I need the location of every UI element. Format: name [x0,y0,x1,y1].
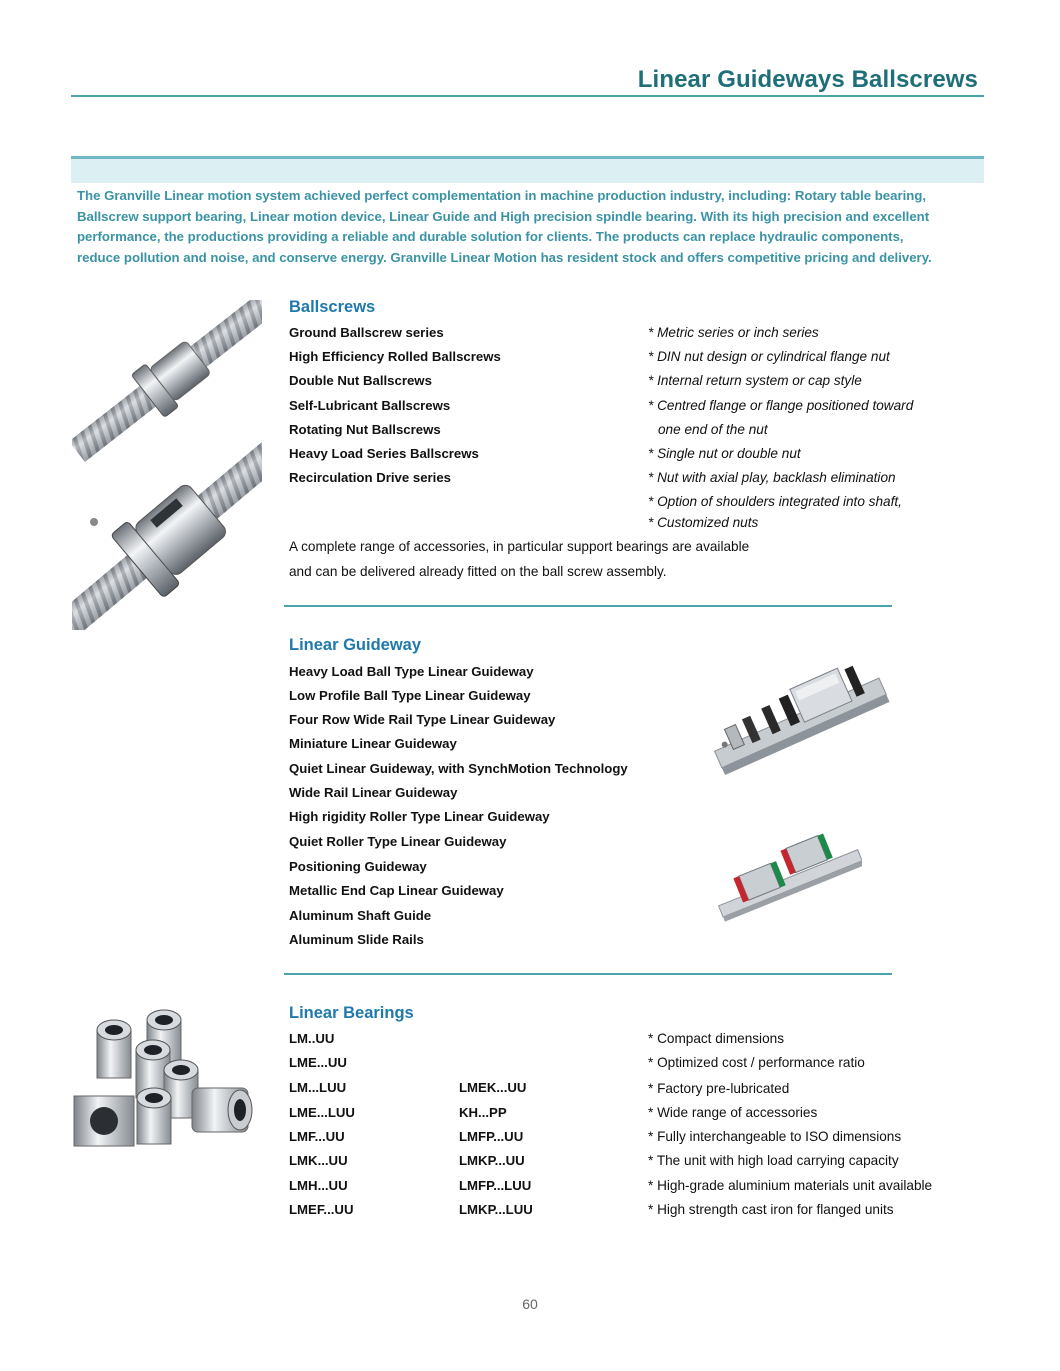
ballscrew-feature: * Centred flange or flange positioned toward [648,398,914,413]
bearing-feature: * Fully interchangeable to ISO dimensions [648,1129,902,1144]
bearing-code: KH...PP [459,1105,507,1120]
linear-bearings-title: Linear Bearings [289,1004,414,1022]
ballscrew-feature: one end of the nut [658,422,768,437]
bearing-feature: * The unit with high load carrying capacity [648,1153,899,1168]
ballscrew-item: Ground Ballscrew series [289,325,444,340]
guideway-item: Quiet Roller Type Linear Guideway [289,834,507,849]
bearing-code: LMKP...UU [459,1153,525,1168]
ballscrew-item: Heavy Load Series Ballscrews [289,446,479,461]
bearing-code: LM...LUU [289,1080,347,1095]
guideway-item: Wide Rail Linear Guideway [289,785,458,800]
ballscrew-image [72,300,262,630]
bearing-code: LME...LUU [289,1105,355,1120]
page-title: Linear Guideways Ballscrews [637,66,978,93]
guideway-item: Four Row Wide Rail Type Linear Guideway [289,712,556,727]
header-band [71,156,984,183]
bearing-code: LMK...UU [289,1153,348,1168]
section-divider [284,605,892,607]
bearing-feature: * Optimized cost / performance ratio [648,1055,865,1070]
ballscrew-feature: * Internal return system or cap style [648,373,862,388]
guideway-item: Positioning Guideway [289,859,427,874]
guideway-item: Quiet Linear Guideway, with SynchMotion Technology [289,761,628,776]
linear-guideway-exploded-image [708,652,893,787]
guideway-item: Metallic End Cap Linear Guideway [289,883,504,898]
bearing-code: LMH...UU [289,1178,348,1193]
ballscrew-item: Rotating Nut Ballscrews [289,422,441,437]
bearing-feature: * High-grade aluminium materials unit available [648,1178,933,1193]
guideway-item: Low Profile Ball Type Linear Guideway [289,688,531,703]
guideway-item: Heavy Load Ball Type Linear Guideway [289,664,534,679]
ballscrew-item: High Efficiency Rolled Ballscrews [289,349,501,364]
linear-guideway-block-image [712,820,862,930]
ballscrew-feature: * DIN nut design or cylindrical flange nut [648,349,890,364]
ballscrew-feature: * Customized nuts [648,515,759,530]
ballscrew-feature: * Single nut or double nut [648,446,801,461]
bearing-code: LMF...UU [289,1129,345,1144]
guideway-item: Miniature Linear Guideway [289,736,457,751]
bearing-code: LMKP...LUU [459,1202,533,1217]
bearing-code: LME...UU [289,1055,347,1070]
page-number: 60 [522,1296,538,1312]
linear-bearings-image [72,1008,262,1158]
guideway-item: Aluminum Slide Rails [289,932,424,947]
bearing-feature: * High strength cast iron for flanged units [648,1202,894,1217]
guideway-item: High rigidity Roller Type Linear Guideway [289,809,550,824]
ballscrew-item: Double Nut Ballscrews [289,373,432,388]
bearing-code: LMFP...UU [459,1129,524,1144]
ballscrew-feature: * Metric series or inch series [648,325,819,340]
section-divider [284,973,892,975]
intro-line: reduce pollution and noise, and conserve energy. Granville Linear Motion has resident stock and offers competitive pricing and delivery. [77,249,932,265]
ballscrew-note: and can be delivered already fitted on the ball screw assembly. [289,564,667,579]
bearing-feature: * Compact dimensions [648,1031,784,1046]
ballscrew-item: Self-Lubricant Ballscrews [289,398,451,413]
bearing-code: LMEK...UU [459,1080,527,1095]
ballscrew-feature: * Nut with axial play, backlash elimination [648,470,896,485]
intro-line: performance, the productions providing a reliable and durable solution for clients. The products can replace hydraulic components, [77,229,904,245]
ballscrew-feature: * Option of shoulders integrated into shaft, [648,494,902,509]
bearing-feature: * Wide range of accessories [648,1105,818,1120]
intro-line: Ballscrew support bearing, Linear motion device, Linear Guide and High precision spindle bearing. With its high precision and excellent [77,208,930,224]
ballscrew-note: A complete range of accessories, in particular support bearings are available [289,539,750,554]
intro-paragraph [77,186,982,268]
guideway-item: Aluminum Shaft Guide [289,908,432,923]
linear-guideway-title: Linear Guideway [289,636,422,654]
bearing-code: LMEF...UU [289,1202,354,1217]
bearing-feature: * Factory pre-lubricated [648,1081,790,1096]
bearing-code: LMFP...LUU [459,1178,532,1193]
ballscrews-title: Ballscrews [289,298,376,316]
ballscrew-item: Recirculation Drive series [289,470,451,485]
title-rule [71,95,984,97]
bearing-code: LM..UU [289,1031,335,1046]
intro-line: The Granville Linear motion system achieved perfect complementation in machine production industry, including: Rotary table bearing, [77,188,927,203]
